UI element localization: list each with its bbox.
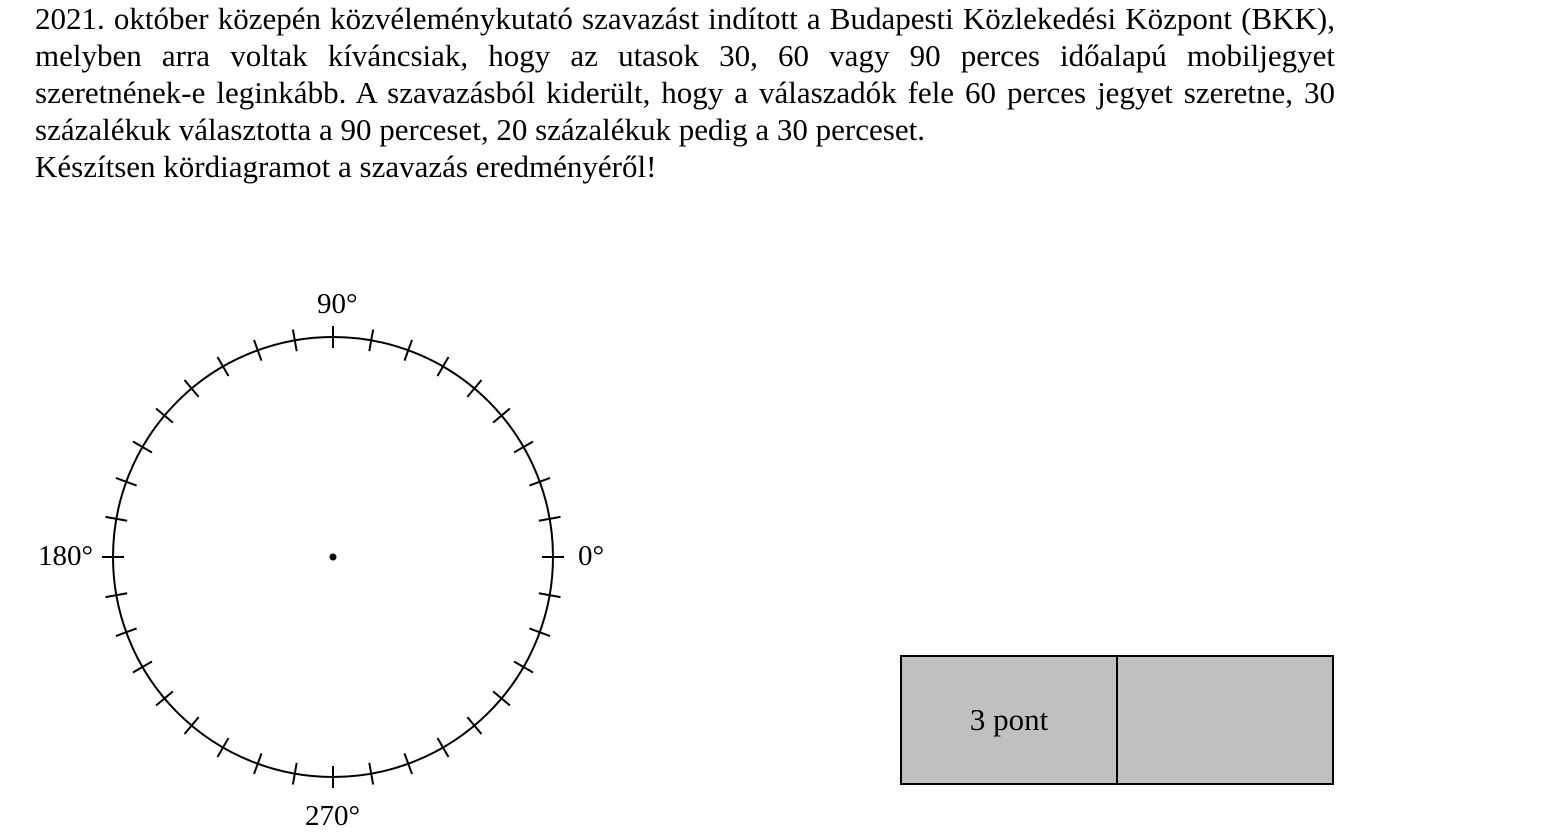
task-paragraph: 2021. október közepén közvéleménykutató szavazást indított a Budapesti Közlekedési Központ (BKK), melyben arra voltak kíváncsiak, hogy az utasok 30, 60 vagy 90 perces időalapú mobiljegyet szeretnének-e leginkább. A szavazásból kiderült, hogy a válaszadók fele 60 perces jegyet szeretne, 30 százalékuk választotta a 90 perceset, 20 százalékuk pedig a 30 perceset. (35, 1, 1335, 147)
tick-300-degrees (438, 738, 449, 757)
tick-220-degrees (156, 691, 173, 705)
tick-120-degrees (218, 357, 229, 376)
score-box (900, 655, 1334, 785)
max-points-cell: 3 pont (969, 702, 1049, 737)
tick-40-degrees (493, 409, 510, 423)
tick-30-degrees (514, 442, 533, 453)
tick-230-degrees (185, 717, 199, 734)
label-0-degrees: 0° (578, 540, 605, 572)
label-180-degrees: 180° (38, 540, 94, 572)
earned-points-cell (1116, 657, 1332, 783)
tick-320-degrees (493, 691, 510, 705)
tick-310-degrees (467, 717, 481, 734)
dial-center-dot (330, 554, 337, 561)
label-90-degrees: 90° (317, 288, 358, 320)
tick-50-degrees (467, 380, 481, 397)
tick-130-degrees (185, 380, 199, 397)
tick-150-degrees (133, 442, 152, 453)
task-instruction: Készítsen kördiagramot a szavazás eredményéről! (35, 149, 657, 184)
tick-140-degrees (156, 409, 173, 423)
tick-210-degrees (133, 662, 152, 673)
tick-330-degrees (514, 662, 533, 673)
label-270-degrees: 270° (305, 800, 361, 832)
tick-240-degrees (218, 738, 229, 757)
tick-60-degrees (438, 357, 449, 376)
